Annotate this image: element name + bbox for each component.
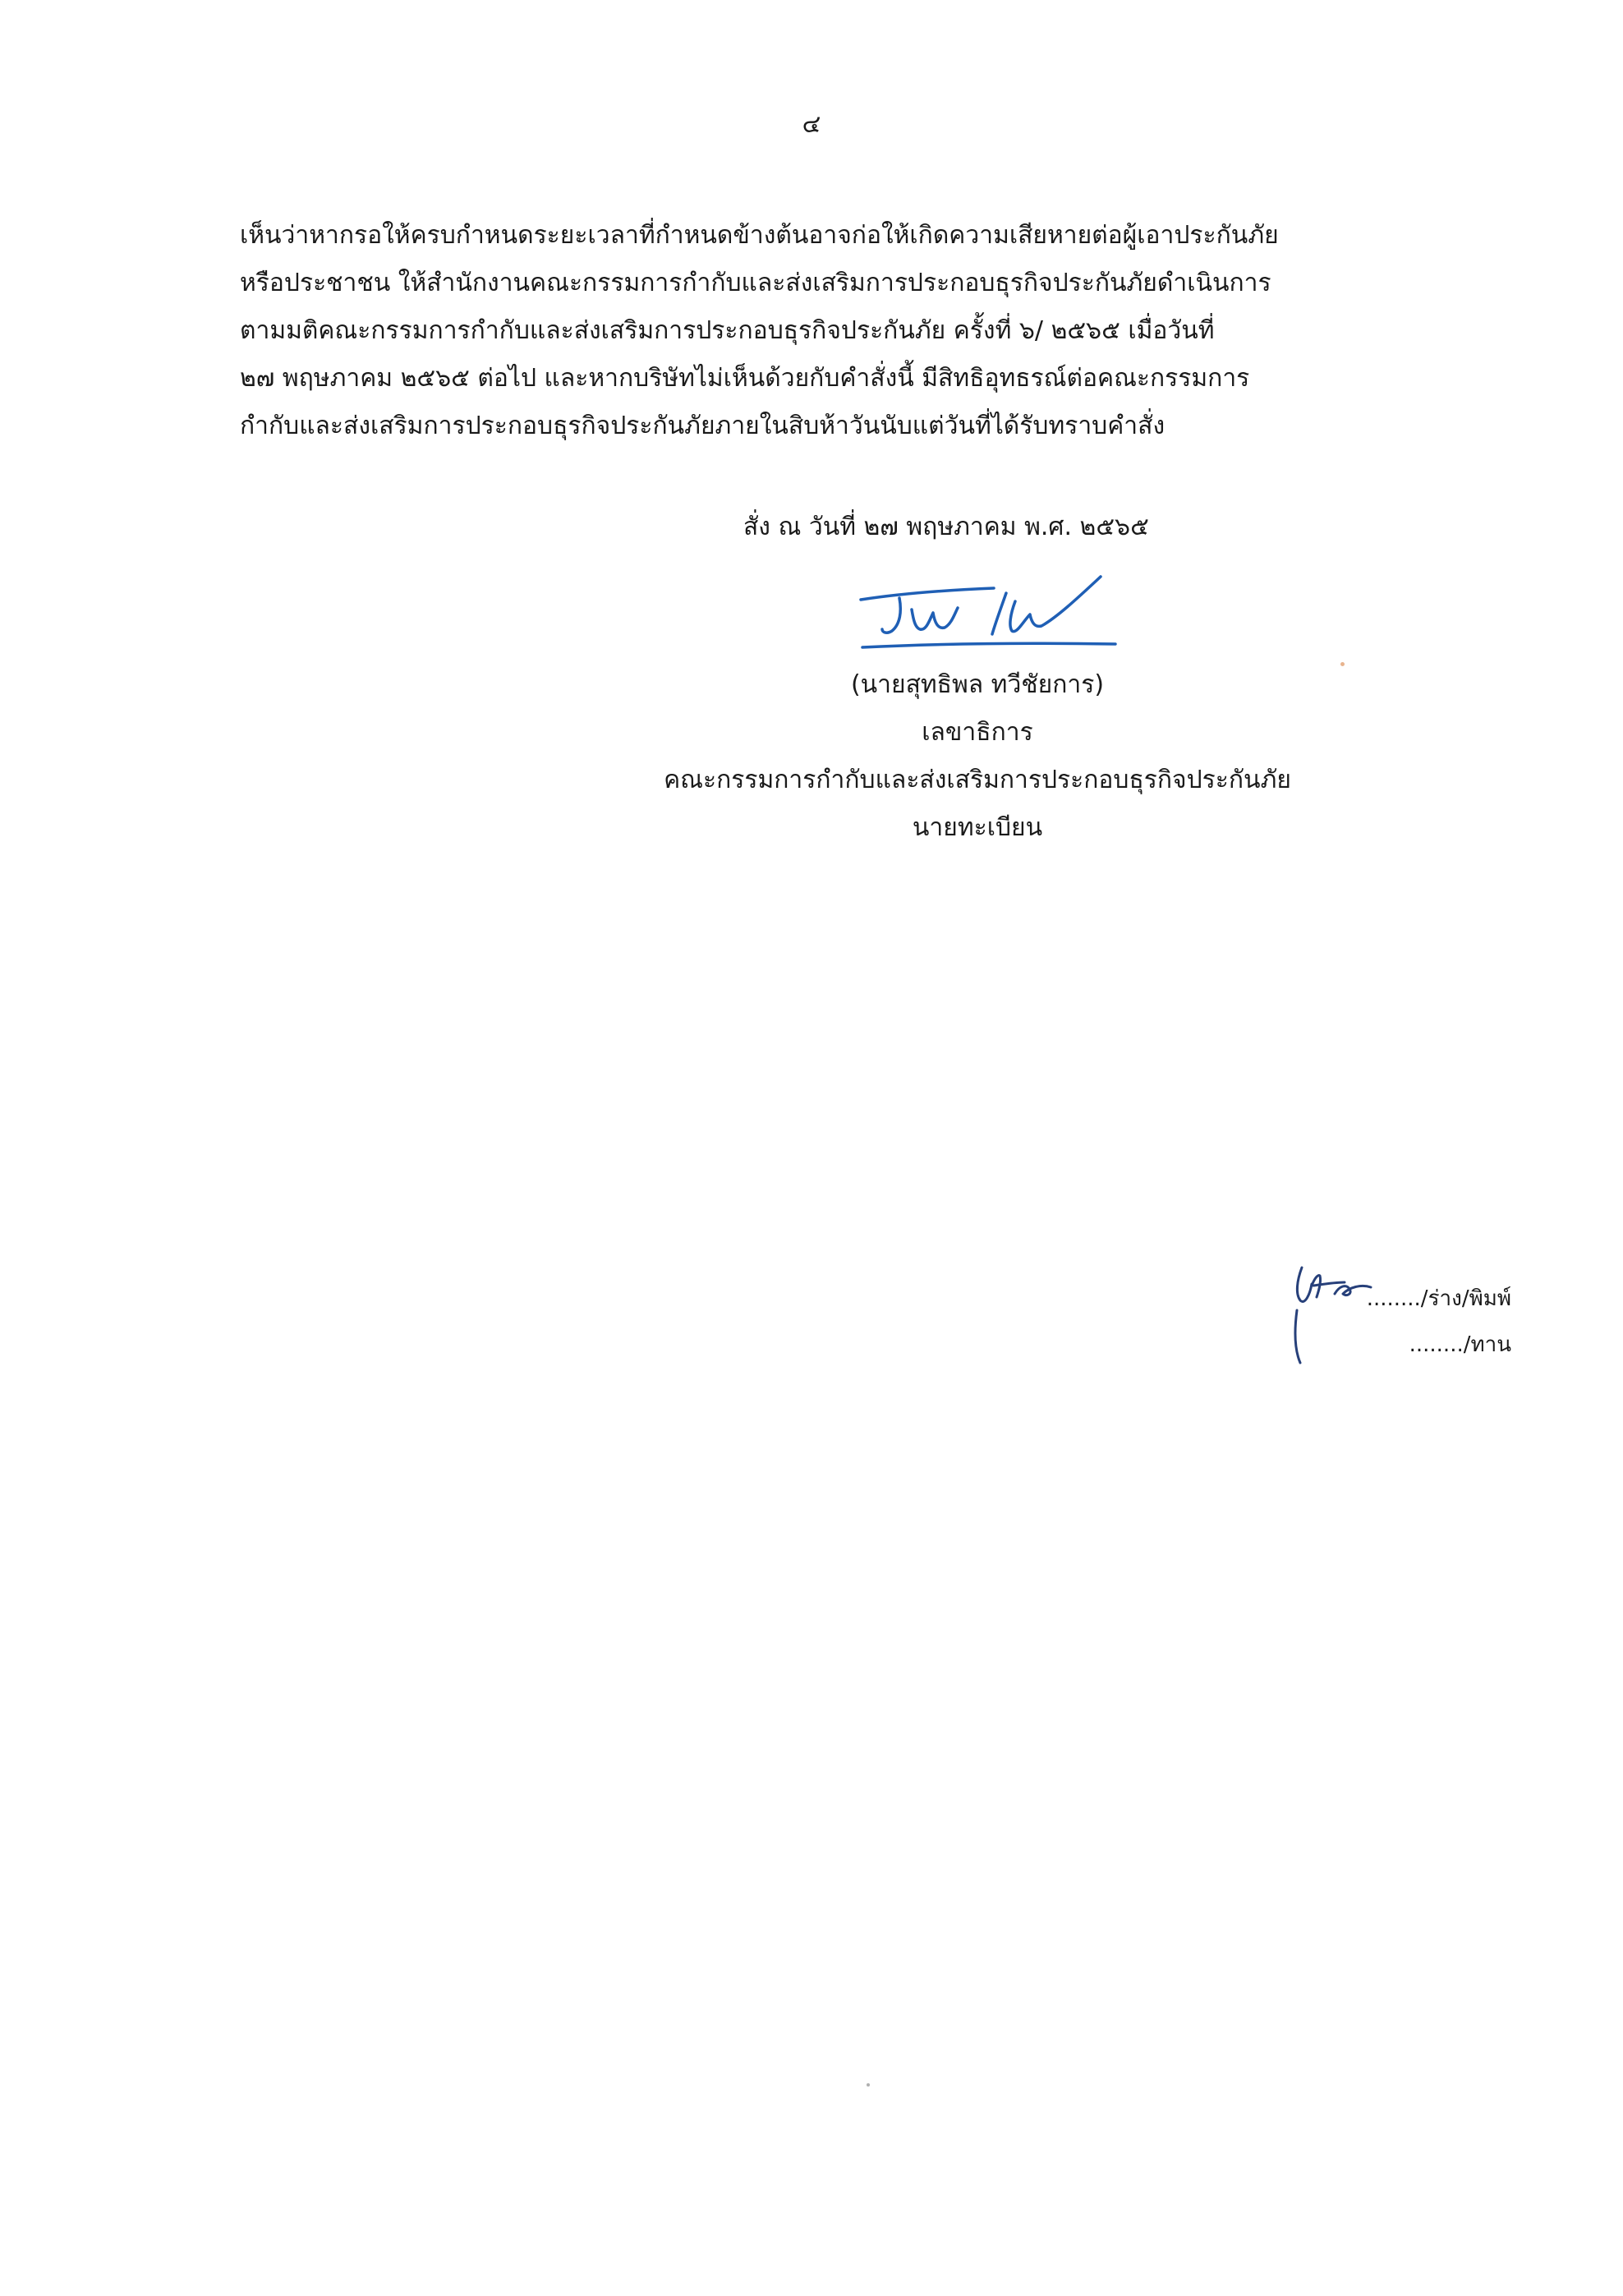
- body-line: เห็นว่าหากรอให้ครบกำหนดระยะเวลาที่กำหนดข้างต้นอาจก่อให้เกิดความเสียหายต่อผู้เอาประกันภัย: [240, 221, 1279, 250]
- body-line: ตามมติคณะกรรมการกำกับและส่งเสริมการประกอบธุรกิจประกันภัย ครั้งที่ ๖/ ๒๕๖๕ เมื่อวันที่: [240, 316, 1215, 345]
- signatory-name: (นายสุทธิพล ทวีชัยการ): [850, 670, 1105, 699]
- speck: [1340, 662, 1345, 666]
- body-line: หรือประชาชน ให้สำนักงานคณะกรรมการกำกับและส่งเสริมการประกอบธุรกิจประกันภัยดำเนินการ: [240, 269, 1271, 297]
- page-number: ๔: [802, 110, 821, 139]
- body-line: กำกับและส่งเสริมการประกอบธุรกิจประกันภัยภายในสิบห้าวันนับแต่วันที่ได้รับทราบคำสั่ง: [240, 412, 1166, 440]
- signature-image: [854, 568, 1125, 659]
- draft-typed-line: ......../ร่าง/พิมพ์: [1366, 1286, 1511, 1311]
- signature-block: [608, 661, 1347, 852]
- speck: [867, 2083, 870, 2087]
- reviewed-line: ......../ทาน: [1409, 1332, 1511, 1357]
- signatory-organization: คณะกรรมการกำกับและส่งเสริมการประกอบธุรกิจประกันภัย: [664, 766, 1291, 794]
- draft-review-marks: [1298, 1276, 1511, 1368]
- body-line: ๒๗ พฤษภาคม ๒๕๖๕ ต่อไป และหากบริษัทไม่เห็นด้วยกับคำสั่งนี้ มีสิทธิอุทธรณ์ต่อคณะกรรมการ: [240, 364, 1250, 393]
- signatory-position: เลขาธิการ: [922, 718, 1033, 747]
- order-date: สั่ง ณ วันที่ ๒๗ พฤษภาคม พ.ศ. ๒๕๖๕: [743, 513, 1149, 541]
- signatory-role: นายทะเบียน: [912, 813, 1043, 842]
- order-body-paragraph: [240, 212, 1386, 450]
